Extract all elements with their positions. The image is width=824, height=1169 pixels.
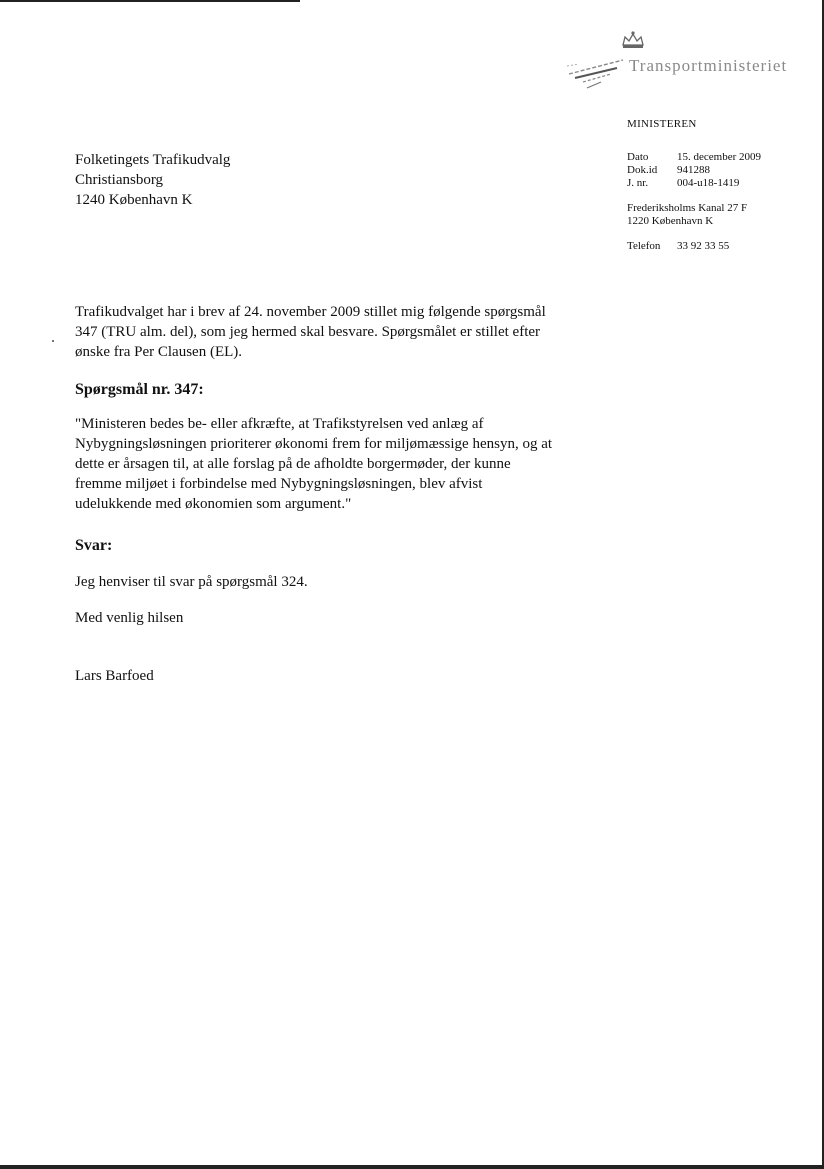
question-line: udelukkende med økonomien som argument."	[75, 496, 352, 512]
question-line: "Ministeren bedes be- eller afkræfte, at Trafikstyrelsen ved anlæg af	[75, 416, 484, 432]
jnr-row	[627, 177, 761, 190]
ministry-mark-icon	[565, 52, 627, 92]
answer-heading: Svar:	[75, 537, 113, 554]
date-value: 15. december 2009	[677, 151, 761, 163]
jnr-label: J. nr.	[627, 177, 649, 189]
ministry-logo	[565, 30, 795, 92]
office-address	[627, 202, 761, 228]
sender-info	[627, 118, 761, 253]
phone-row	[627, 240, 761, 253]
recipient-line: 1240 København K	[75, 192, 193, 208]
intro-paragraph	[75, 302, 595, 362]
dokid-value: 941288	[677, 164, 710, 176]
question-heading: Spørgsmål nr. 347:	[75, 381, 204, 398]
office-address-line: Frederiksholms Kanal 27 F	[627, 202, 748, 214]
question-line: Nybygningsløsningen prioriterer økonomi frem for miljømæssige hensyn, og at	[75, 436, 553, 452]
question-text	[75, 414, 595, 514]
jnr-value: 004-u18-1419	[677, 177, 740, 189]
phone-value: 33 92 33 55	[677, 240, 730, 252]
dokid-label: Dok.id	[627, 164, 658, 176]
dokid-row	[627, 164, 761, 177]
recipient-address	[75, 150, 230, 210]
answer-text: Jeg henviser til svar på spørgsmål 324.	[75, 574, 308, 590]
scan-speck	[52, 340, 54, 342]
date-label: Dato	[627, 151, 649, 163]
logo-wordmark: Transportministeriet	[629, 56, 788, 75]
crown-icon	[620, 30, 646, 50]
closing-text: Med venlig hilsen	[75, 610, 184, 626]
sender-title: MINISTEREN	[627, 118, 697, 130]
question-line: dette er årsagen til, at alle forslag på de afholdte borgermøder, der kunne	[75, 456, 511, 472]
scan-edge-line	[0, 0, 300, 2]
date-row	[627, 151, 761, 164]
letter-body	[75, 302, 595, 686]
signature-name: Lars Barfoed	[75, 668, 154, 684]
phone-label: Telefon	[627, 240, 661, 252]
scan-edge-line	[0, 1165, 824, 1169]
intro-line: ønske fra Per Clausen (EL).	[75, 344, 243, 360]
recipient-line: Folketingets Trafikudvalg	[75, 152, 231, 168]
question-line: fremme miljøet i forbindelse med Nybygningsløsningen, blev afvist	[75, 476, 483, 492]
office-address-line: 1220 København K	[627, 215, 714, 227]
intro-line: 347 (TRU alm. del), som jeg hermed skal besvare. Spørgsmålet er stillet efter	[75, 324, 541, 340]
intro-line: Trafikudvalget har i brev af 24. november 2009 stillet mig følgende spørgsmål	[75, 304, 546, 320]
recipient-line: Christiansborg	[75, 172, 164, 188]
